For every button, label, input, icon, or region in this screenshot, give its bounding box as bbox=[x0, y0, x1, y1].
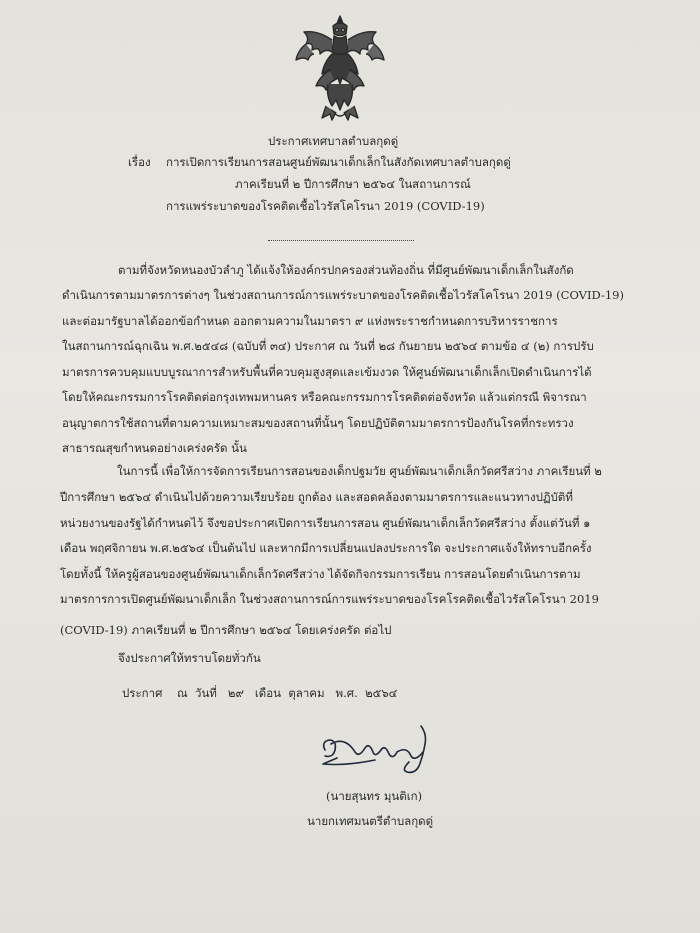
day-label: วันที่ bbox=[194, 686, 217, 700]
paragraph-line: โดยให้คณะกรรมการโรคติดต่อกรุงเทพมหานคร หรือคณะกรรมการโรคติดต่อจังหวัด แล้วแต่กรณี พิจารณา bbox=[62, 390, 587, 404]
at-label: ณ bbox=[177, 686, 188, 700]
garuda-emblem-icon bbox=[292, 10, 388, 126]
paragraph-line: มาตรการการเปิดศูนย์พัฒนาเด็กเล็ก ในช่วงสถานการณ์การแพร่ระบาดของโรคโรคติดเชื้อไวรัสโคโรนา 2019 bbox=[60, 592, 599, 606]
subject-label: เรื่อง bbox=[128, 155, 151, 169]
year-label: พ.ศ. bbox=[335, 686, 358, 700]
paragraph-line: ดำเนินการตามมาตรการต่างๆ ในช่วงสถานการณ์การแพร่ระบาดของโรคติดเชื้อไวรัสโคโรนา 2019 (COVID-19) bbox=[62, 288, 624, 302]
subject-line: การเปิดการเรียนการสอนศูนย์พัฒนาเด็กเล็กในสังกัดเทศบาลตำบลกุดดู่ bbox=[166, 155, 511, 169]
announcement-date bbox=[122, 685, 397, 703]
dotted-divider bbox=[268, 240, 414, 241]
paragraph-line: มาตรการควบคุมแบบบูรณาการสำหรับพื้นที่ควบคุมสูงสุดและเข้มงวด ให้ศูนย์พัฒนาเด็กเล็กเปิดดำเนินการได้ bbox=[62, 365, 592, 379]
paragraph-line: ตามที่จังหวัดหนองบัวลำภู ได้แจ้งให้องค์กรปกครองส่วนท้องถิ่น ที่มีศูนย์พัฒนาเด็กเล็กในสังกัด bbox=[118, 263, 574, 277]
paragraph-line: เดือน พฤศจิกายน พ.ศ.๒๕๖๔ เป็นต้นไป และหากมีการเปลี่ยนแปลงประการใด จะประกาศแจ้งให้ทราบอีกครั้ง bbox=[60, 541, 592, 555]
paragraph-line: สาธารณสุขกำหนดอย่างเคร่งครัด นั้น bbox=[62, 441, 247, 455]
closing-statement: จึงประกาศให้ทราบโดยทั่วกัน bbox=[118, 651, 261, 665]
paragraph-line: (COVID-19) ภาคเรียนที่ ๒ ปีการศึกษา ๒๕๖๔ โดยเคร่งครัด ต่อไป bbox=[60, 623, 392, 637]
subject-line: ภาคเรียนที่ ๒ ปีการศึกษา ๒๕๖๔ ในสถานการณ์ bbox=[235, 177, 471, 191]
paragraph-line: และต่อมารัฐบาลได้ออกข้อกำหนด ออกตามความในมาตรา ๙ แห่งพระราชกำหนดการบริหารราชการ bbox=[62, 314, 558, 328]
document-title: ประกาศเทศบาลตำบลกุดดู่ bbox=[268, 134, 399, 148]
paragraph-line: โดยทั้งนี้ ให้ครูผู้สอนของศูนย์พัฒนาเด็กเล็กวัดศรีสว่าง ได้จัดกิจกรรมการเรียน การสอนโดยดำเนินการตาม bbox=[60, 567, 581, 581]
announced-label: ประกาศ bbox=[122, 686, 163, 700]
year-value: ๒๕๖๔ bbox=[365, 686, 398, 700]
handwritten-signature bbox=[315, 722, 440, 780]
signatory-position: นายกเทศมนตรีตำบลกุดดู่ bbox=[307, 814, 434, 828]
paragraph-line: หน่วยงานของรัฐได้กำหนดไว้ จึงขอประกาศเปิดการเรียนการสอน ศูนย์พัฒนาเด็กเล็กวัดศรีสว่าง ตั้งแต่วันที่ ๑ bbox=[60, 516, 591, 530]
paragraph-line: ในสถานการณ์ฉุกเฉิน พ.ศ.๒๕๔๘ (ฉบับที่ ๓๔) ประกาศ ณ วันที่ ๒๘ กันยายน ๒๕๖๔ ตามข้อ ๔ (๒) การปรับ bbox=[62, 339, 594, 353]
month-label: เดือน bbox=[254, 686, 282, 700]
subject-line: การแพร่ระบาดของโรคติดเชื้อไวรัสโคโรนา 2019 (COVID-19) bbox=[166, 199, 485, 213]
month-value: ตุลาคม bbox=[288, 686, 325, 700]
paragraph-line: ในการนี้ เพื่อให้การจัดการเรียนการสอนของเด็กปฐมวัย ศูนย์พัฒนาเด็กเล็กวัดศรีสว่าง ภาคเรียนที่ ๒ bbox=[117, 464, 602, 478]
signatory-name: (นายสุนทร มุนติเก) bbox=[326, 789, 423, 803]
paragraph-line: อนุญาตการใช้สถานที่ตามความเหมาะสมของสถานที่นั้นๆ โดยปฏิบัติตามมาตรการป้องกันโรคที่กระทรวง bbox=[62, 416, 574, 430]
day-value: ๒๙ bbox=[227, 686, 244, 700]
paragraph-line: ปีการศึกษา ๒๕๖๔ ดำเนินไปด้วยความเรียบร้อย ถูกต้อง และสอดคล้องตามมาตรการและแนวทางปฏิบัติที่ bbox=[60, 490, 573, 504]
